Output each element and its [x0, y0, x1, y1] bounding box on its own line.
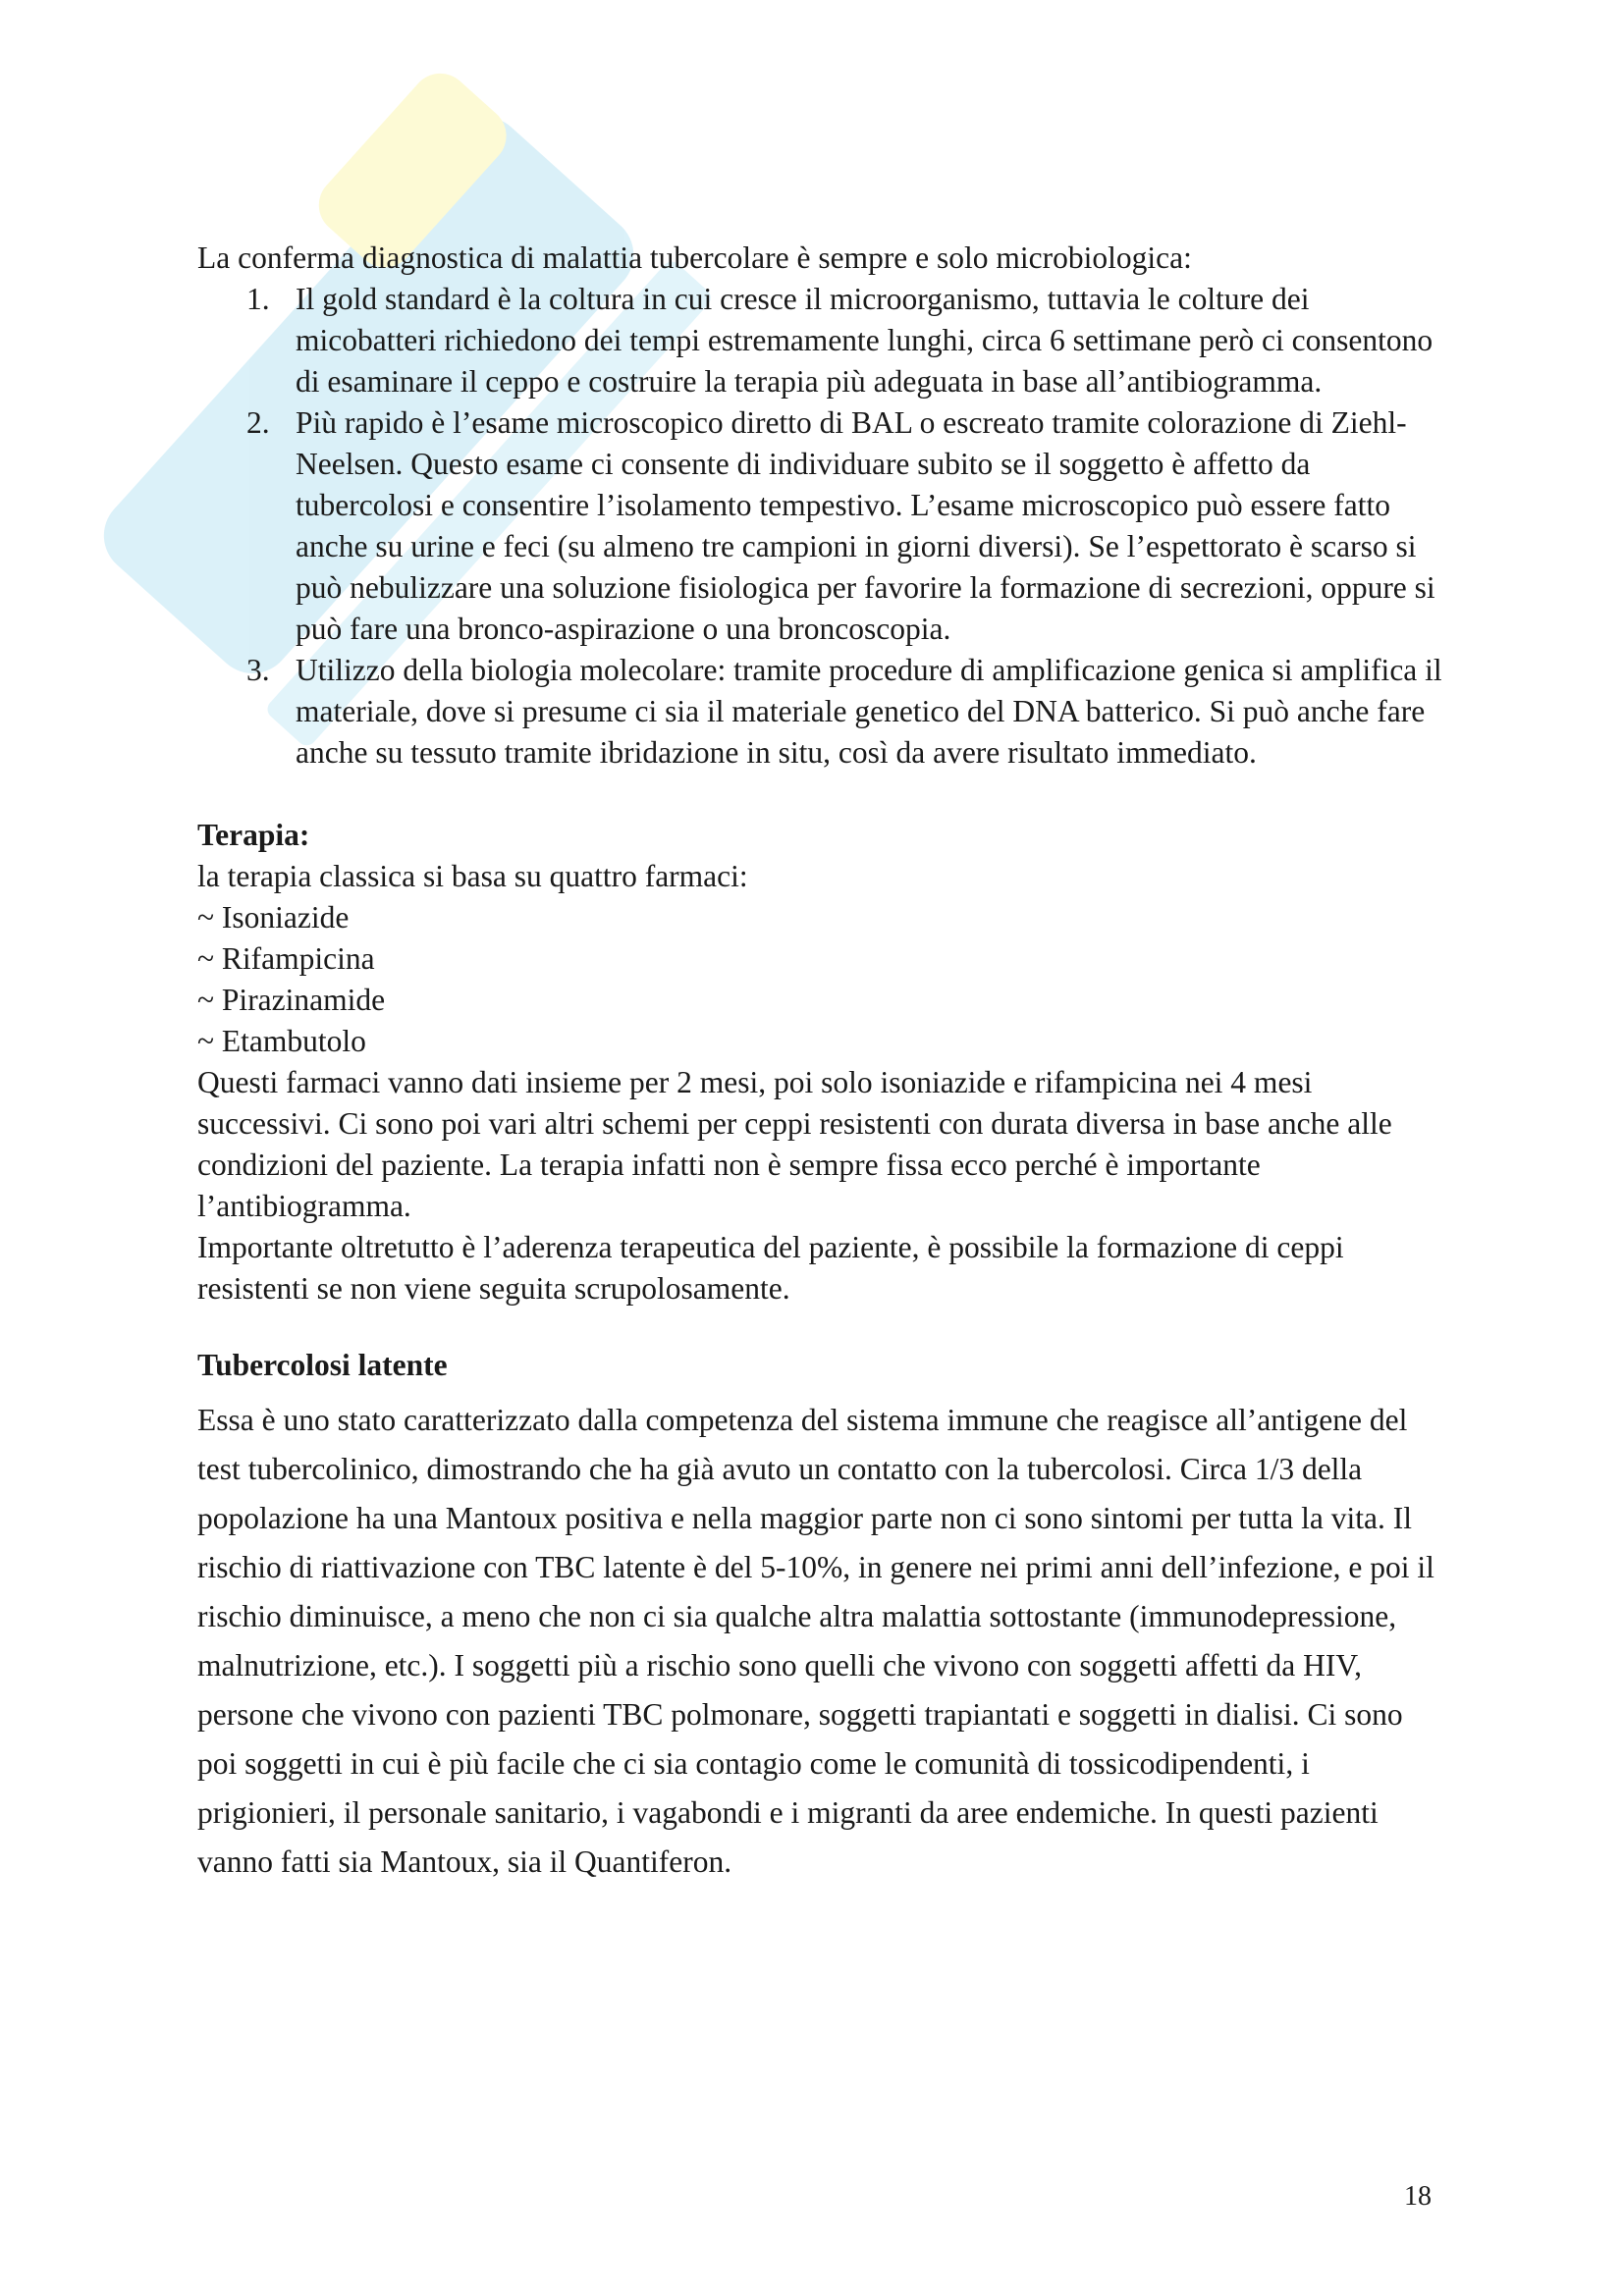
list-item-text: Utilizzo della biologia molecolare: tramite procedure di amplificazione genica si amplifica il materiale, dove si presume ci sia il materiale genetico del DNA batterico. Si può anche fare anche su tessuto tramite ibridazione in situ, così da avere risultato immediato.: [296, 653, 1442, 770]
page-number: 18: [1404, 2181, 1432, 2212]
drug-item: ~ Pirazinamide: [197, 983, 386, 1017]
therapy-intro: la terapia classica si basa su quattro farmaci:: [197, 859, 748, 893]
therapy-paragraph-2: Importante oltretutto è l’aderenza terapeutica del paziente, è possibile la formazione di ceppi resistenti se non viene seguita scrupolosamente.: [197, 1230, 1344, 1306]
list-item-number: 3.: [246, 653, 270, 687]
list-item: [197, 650, 1444, 774]
document-page: [197, 238, 1444, 1887]
diagnosis-list: [197, 279, 1444, 774]
latent-tb-heading: Tubercolosi latente: [197, 1348, 448, 1382]
therapy-paragraph-1: Questi farmaci vanno dati insieme per 2 mesi, poi solo isoniazide e rifampicina nei 4 mesi successivi. Ci sono poi vari altri schemi per ceppi resistenti con durata diversa in base anche alle condizioni del paziente. La terapia infatti non è sempre fissa ecco perché è importante l’antibiogramma.: [197, 1065, 1392, 1223]
list-item-text: Il gold standard è la coltura in cui cresce il microorganismo, tuttavia le colture dei micobatteri richiedono dei tempi estremamente lunghi, circa 6 settimane però ci consentono di esaminare il ceppo e costruire la terapia più adeguata in base all’antibiogramma.: [296, 282, 1434, 399]
latent-tb-paragraph: Essa è uno stato caratterizzato dalla competenza del sistema immune che reagisce all’antigene del test tubercolinico, dimostrando che ha già avuto un contatto con la tubercolosi. Circa 1/3 della popolazione ha una Mantoux positiva e nella maggior parte non ci sono sintomi per tutta la vita. Il rischio di riattivazione con TBC latente è del 5-10%, in genere nei primi anni dell’infezione, e poi il rischio diminuisce, a meno che non ci sia qualche altra malattia sottostante (immunodepressione, malnutrizione, etc.). I soggetti più a rischio sono quelli che vivono con soggetti affetti da HIV, persone che vivono con pazienti TBC polmonare, soggetti trapiantati e soggetti in dialisi. Ci sono poi soggetti in cui è più facile che ci sia contagio come le comunità di tossicodipendenti, i prigionieri, il personale sanitario, i vagabondi e i migranti da aree endemiche. In questi pazienti vanno fatti sia Mantoux, sia il Quantiferon.: [197, 1403, 1434, 1879]
therapy-heading: Terapia:: [197, 818, 310, 852]
drug-item: ~ Rifampicina: [197, 941, 375, 976]
drug-item: ~ Etambutolo: [197, 1024, 366, 1058]
list-item: [197, 279, 1444, 402]
list-item-number: 1.: [246, 282, 270, 316]
diagnosis-intro: La conferma diagnostica di malattia tubercolare è sempre e solo microbiologica:: [197, 240, 1192, 275]
list-item-number: 2.: [246, 405, 270, 440]
list-item: [197, 402, 1444, 650]
list-item-text: Più rapido è l’esame microscopico diretto di BAL o escreato tramite colorazione di Ziehl-Neelsen. Questo esame ci consente di individuare subito se il soggetto è affetto da tubercolosi e consentire l’isolamento tempestivo. L’esame microscopico può essere fatto anche su urine e feci (su almeno tre campioni in giorni diversi). Se l’espettorato è scarso si può nebulizzare una soluzione fisiologica per favorire la formazione di secrezioni, oppure si può fare una bronco-aspirazione o una broncoscopia.: [296, 405, 1435, 646]
drug-item: ~ Isoniazide: [197, 900, 350, 934]
